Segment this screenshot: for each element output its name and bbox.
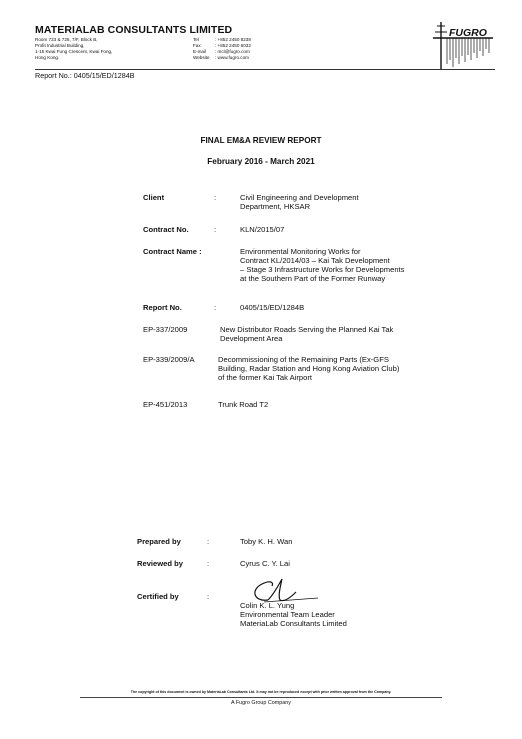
contact-key: Tel (193, 37, 199, 42)
certifier-company: MateriaLab Consultants Limited (240, 619, 347, 629)
contract-name-value (240, 247, 490, 283)
company-address (35, 37, 112, 61)
reviewed-by-name: Cyrus C. Y. Lai (240, 559, 290, 568)
contact-key: E-mail (193, 49, 207, 55)
client-line: Civil Engineering and Development (240, 193, 359, 202)
contract-no-colon: : (214, 225, 217, 234)
prepared-by-colon: : (207, 537, 210, 546)
ep-code: EP-339/2009/A (143, 355, 195, 364)
certifier-details (240, 601, 347, 629)
address-line: Profit Industrial Building, (35, 43, 85, 49)
client-value (240, 193, 490, 211)
report-title: FINAL EM&A REVIEW REPORT (200, 136, 322, 145)
address-line: 1-15 Kwai Fung Crescent, Kwai Fong, (35, 49, 113, 55)
certified-by-label: Certified by (137, 592, 179, 601)
ep-description (218, 355, 458, 382)
reviewed-by-label: Reviewed by (137, 559, 184, 568)
contract-name-line: at the Southern Part of the Former Runway (240, 274, 386, 283)
address-line: Room 723 & 725, 7/F, Block B, (35, 37, 98, 42)
ep-line: Building, Radar Station and Hong Kong Aviation Club) (218, 364, 400, 373)
header-report-number: Report No.: 0405/15/ED/1284B (35, 71, 135, 80)
contact-value: : +852 2450 6032 (215, 43, 251, 49)
company-name: MATERIALAB CONSULTANTS LIMITED (35, 24, 233, 36)
ep-description (220, 325, 460, 343)
prepared-by-label: Prepared by (137, 537, 181, 546)
copyright-notice: The copyright of this document is owned by MateriaLab Consultants Ltd. It may not be reproduced except with prior written approval from the Company. (130, 690, 392, 694)
ep-code: EP-337/2009 (143, 325, 188, 334)
contract-no-value: KLN/2015/07 (240, 225, 285, 234)
logo-wordmark: FUGRO (449, 27, 487, 39)
report-no-label: Report No. (143, 303, 182, 312)
contract-no-label: Contract No. (143, 225, 189, 234)
report-period: February 2016 - March 2021 (207, 157, 315, 166)
client-line: Department, HKSAR (240, 202, 311, 211)
reviewed-by-colon: : (207, 559, 210, 568)
contact-value: : mcl@fugro.com (215, 49, 250, 55)
client-colon: : (214, 193, 217, 202)
contact-key: Website (193, 55, 210, 61)
ep-line: of the former Kai Tak Airport (218, 373, 312, 382)
contract-name-line: – Stage 3 Infrastructure Works for Developments (240, 265, 405, 274)
ep-code: EP-451/2013 (143, 400, 188, 409)
ep-line: New Distributor Roads Serving the Planned Kai Tak (220, 325, 394, 334)
contract-name-label: Contract Name : (143, 247, 202, 256)
ep-description (218, 400, 458, 409)
group-company-note: A Fugro Group Company (231, 700, 291, 706)
certified-by-colon: : (207, 592, 210, 601)
certifier-title: Environmental Team Leader (240, 610, 335, 620)
fugro-logo (425, 20, 497, 72)
ep-line: Development Area (220, 334, 283, 343)
client-label: Client (143, 193, 165, 202)
header-divider (35, 69, 495, 70)
contract-name-line: Environmental Monitoring Works for (240, 247, 361, 256)
contact-value: : www.fugro.com (215, 55, 249, 61)
contact-key: Fax (193, 43, 201, 49)
footer-divider (80, 697, 442, 698)
prepared-by-name: Toby K. H. Wan (240, 537, 293, 546)
ep-line: Trunk Road T2 (218, 400, 269, 409)
ep-line: Decommissioning of the Remaining Parts (Ex-GFS (218, 355, 389, 364)
report-no-value: 0405/15/ED/1284B (240, 303, 305, 312)
report-no-colon: : (214, 303, 217, 312)
address-line: Hong Kong. (35, 55, 60, 61)
contract-name-line: Contract KL/2014/03 – Kai Tak Development (240, 256, 390, 265)
certifier-name: Colin K. L. Yung (240, 601, 295, 610)
contact-value: : +852 2450 8238 (215, 37, 251, 42)
company-contact (193, 37, 251, 61)
